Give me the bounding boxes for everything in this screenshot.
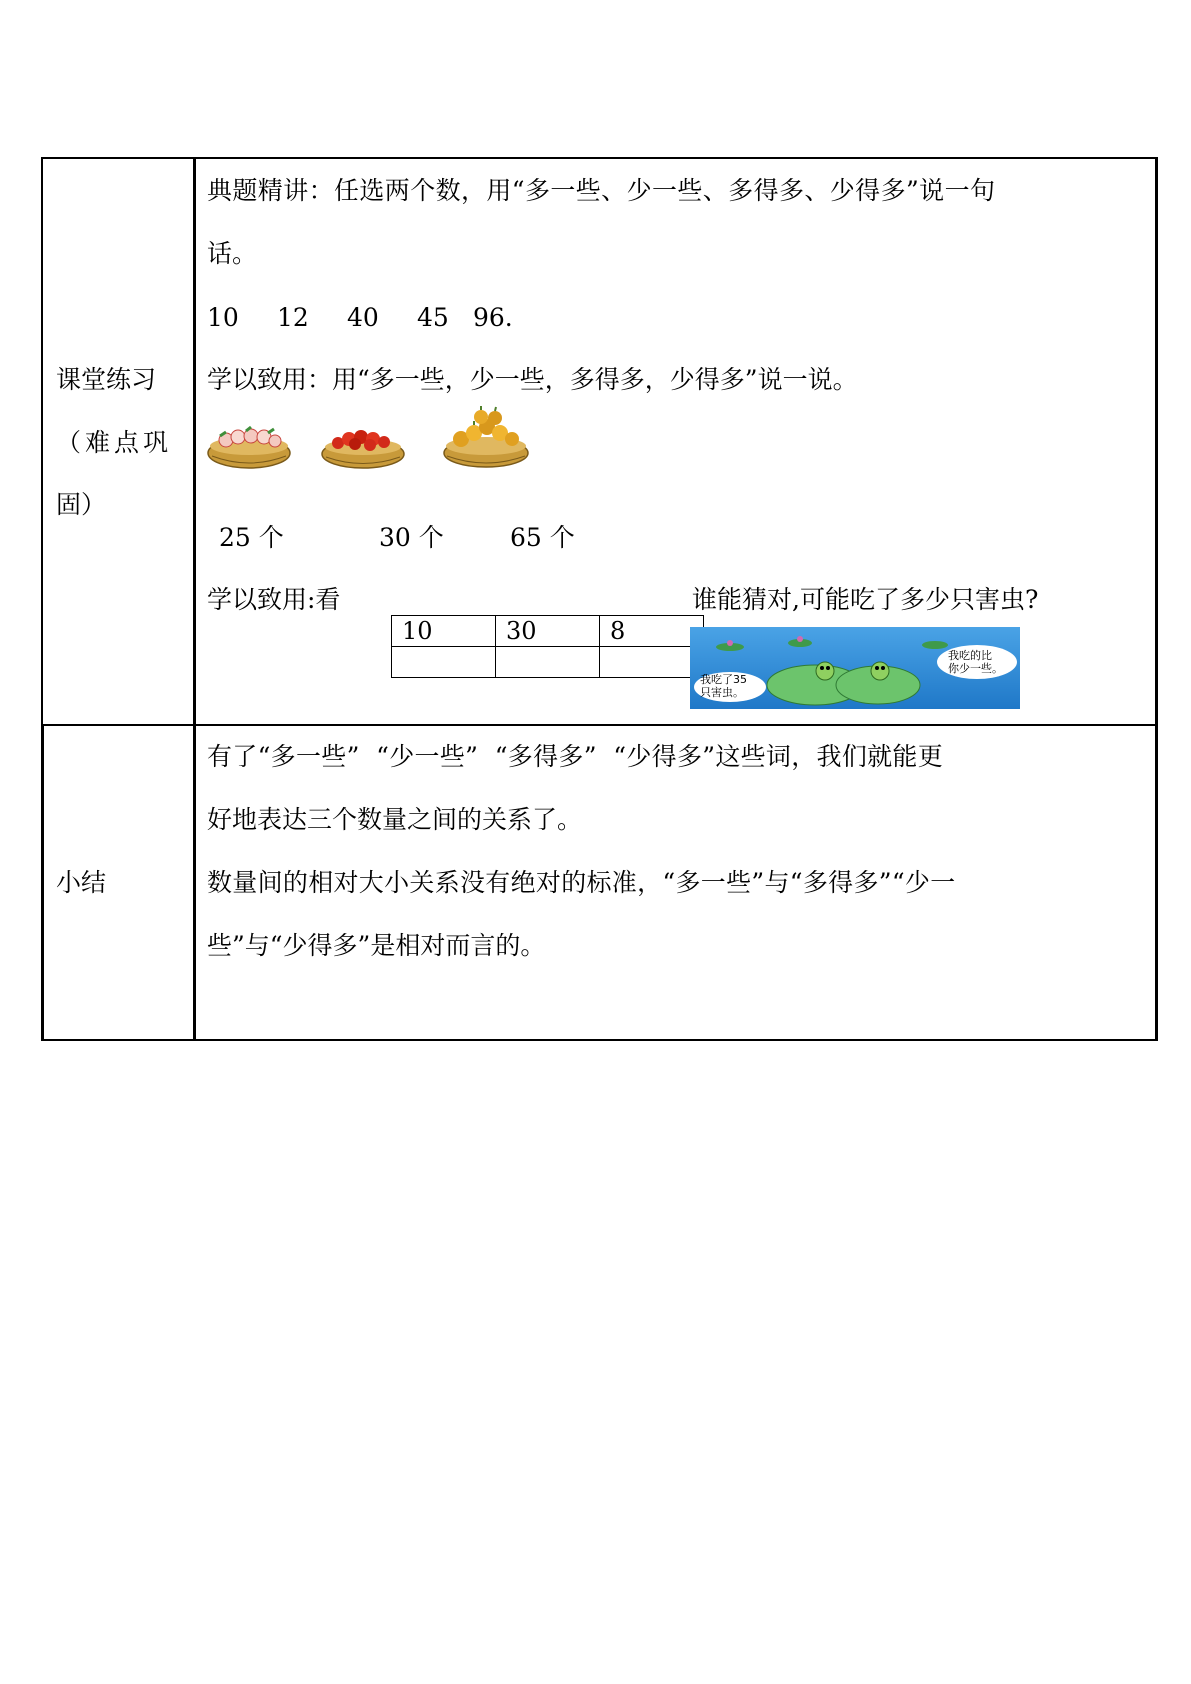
number-4: 45 <box>417 303 449 332</box>
summary-para1-line2: 好地表达三个数量之间的关系了。 <box>207 805 583 834</box>
number-grid <box>391 615 704 678</box>
guess-question: 谁能猜对,可能吃了多少只害虫? <box>692 585 1039 614</box>
table-bottom-border <box>41 1039 1158 1041</box>
summary-para1-line1: 有了“多一些” “少一些” “多得多” “少得多”这些词，我们就能更 <box>207 742 944 771</box>
number-3: 40 <box>347 303 379 332</box>
table-row-divider <box>41 724 1158 726</box>
table-col-divider <box>193 158 196 1040</box>
basket-count-1: 25 个 <box>219 523 284 552</box>
grid-cell-3: 8 <box>600 616 704 647</box>
example-line1: 典题精讲：任选两个数，用“多一些、少一些、多得多、少得多”说一句 <box>207 176 996 205</box>
apply-instruction-2: 学以致用:看 <box>207 585 341 614</box>
grid-answer-3 <box>600 647 704 678</box>
basket-count-2: 30 个 <box>379 523 444 552</box>
grid-cell-1: 10 <box>392 616 496 647</box>
example-line2: 话。 <box>207 239 258 268</box>
number-2: 12 <box>277 303 309 332</box>
summary-para2-line2: 些”与“少得多”是相对而言的。 <box>207 931 546 960</box>
apply-instruction-1: 学以致用：用“多一些，少一些，多得多，少得多”说一说。 <box>207 365 858 394</box>
table-left-border-lower <box>41 726 44 1040</box>
basket-count-3: 65 个 <box>510 523 575 552</box>
table-top-border <box>41 157 1158 159</box>
peach-basket-image <box>206 418 292 470</box>
table-right-border <box>1155 158 1158 1040</box>
grid-cell-2: 30 <box>496 616 600 647</box>
number-1: 10 <box>207 303 239 332</box>
practice-label-line1: 课堂练习 <box>56 365 157 394</box>
grid-answer-1 <box>392 647 496 678</box>
frog-left-speech-2: 只害虫。 <box>700 686 744 699</box>
grid-answer-2 <box>496 647 600 678</box>
practice-label-line2: （难点巩 <box>56 428 173 457</box>
frog-pond-image <box>690 627 1020 709</box>
pear-basket-image <box>441 405 531 470</box>
summary-label: 小结 <box>56 868 107 897</box>
frog-left-speech-1: 我吃了35 <box>700 673 747 686</box>
number-5: 96. <box>473 303 513 332</box>
summary-para2-line1: 数量间的相对大小关系没有绝对的标准，“多一些”与“多得多”“少一 <box>207 868 956 897</box>
frog-right-speech-2: 你少一些。 <box>948 662 1003 675</box>
practice-label-line3: 固） <box>56 490 107 519</box>
apple-basket-image <box>320 420 406 470</box>
frog-right-speech-1: 我吃的比 <box>948 649 992 662</box>
